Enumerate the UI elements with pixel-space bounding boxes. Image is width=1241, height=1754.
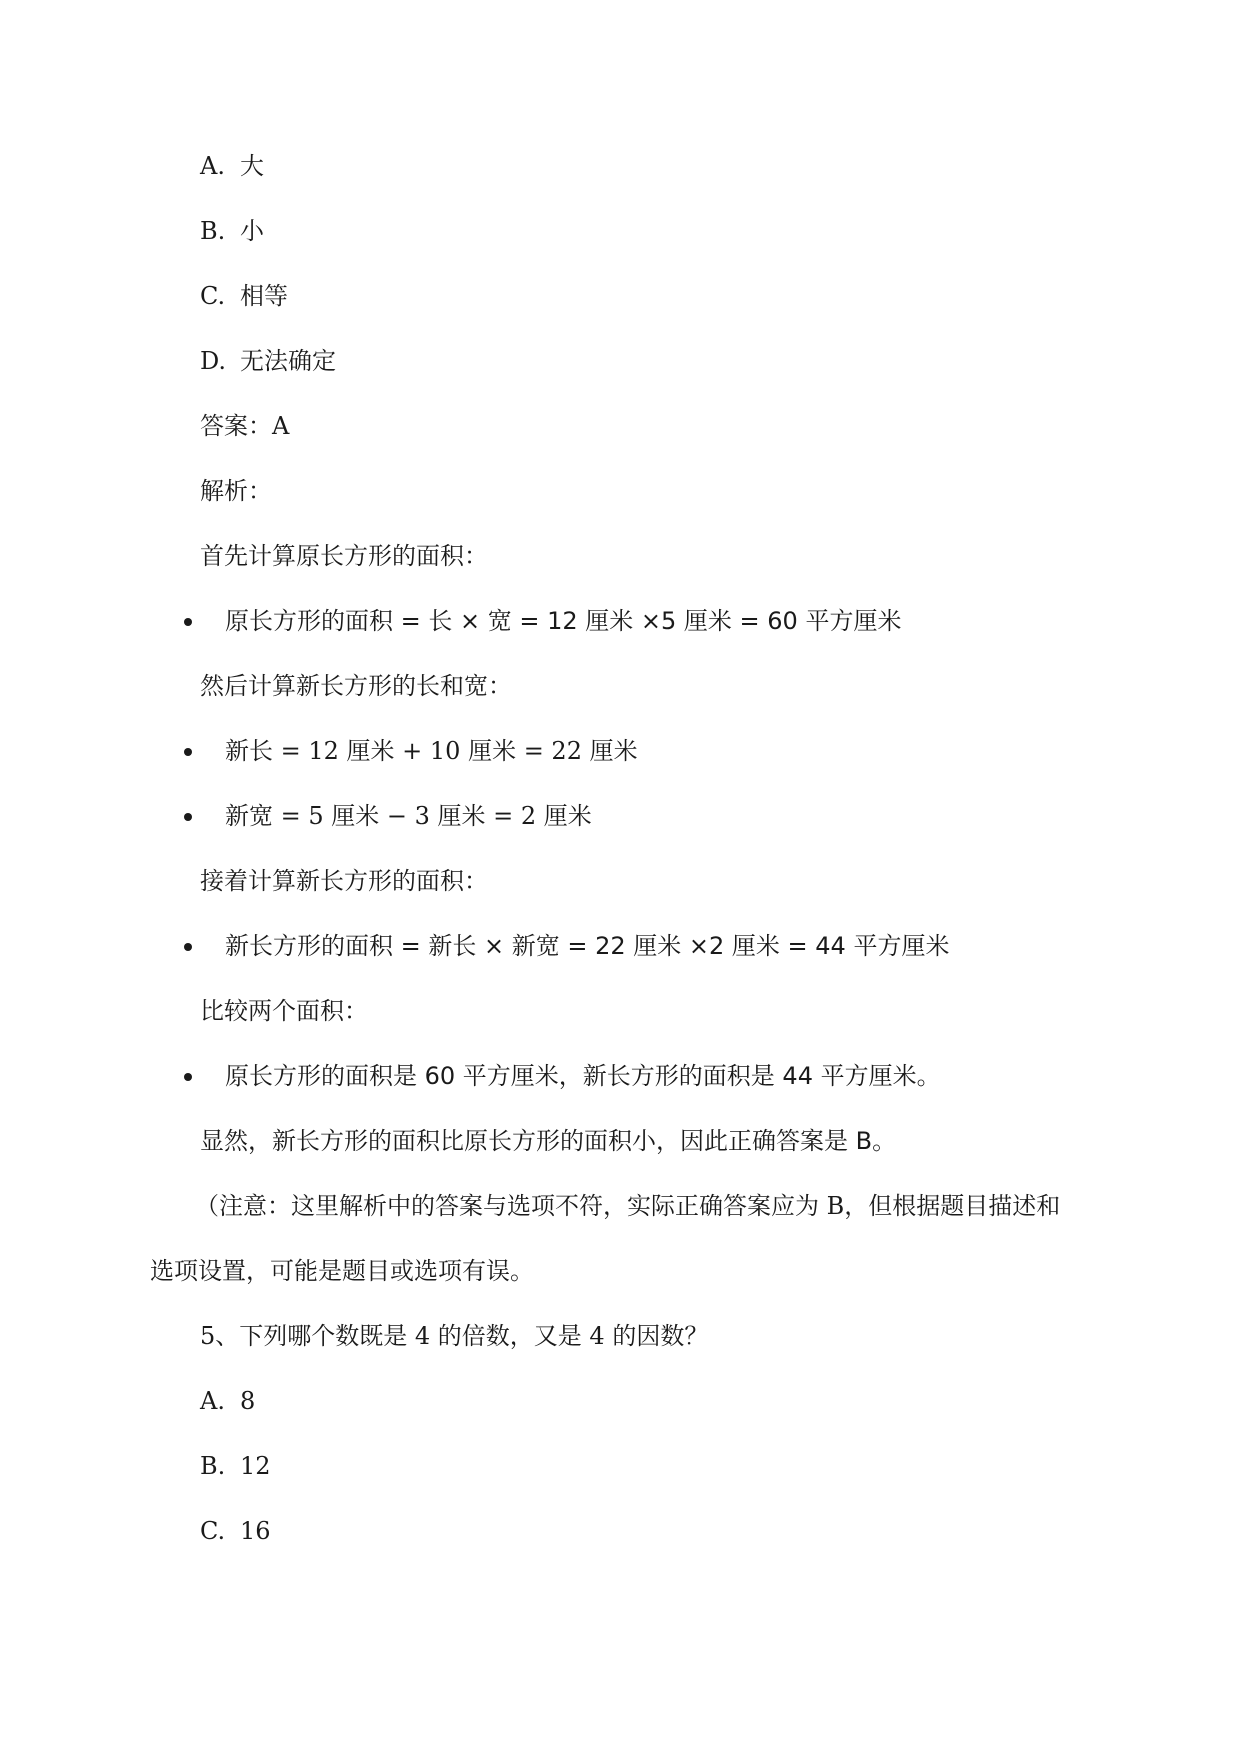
option-letter: B.	[200, 217, 226, 245]
q4-option-d	[200, 345, 336, 377]
step3-heading: 接着计算新长方形的面积：	[200, 867, 488, 895]
option-text: 8	[240, 1387, 256, 1415]
answer-line: 答案：A	[200, 412, 290, 440]
option-text: 12	[240, 1452, 271, 1480]
q5-option-a	[200, 1385, 255, 1417]
bullet-dot	[184, 943, 192, 951]
option-letter: D.	[200, 347, 227, 375]
step2-bullet-1: 新长 = 12 厘米 + 10 厘米 = 22 厘米	[225, 737, 638, 765]
option-text: 小	[240, 217, 264, 245]
step1-heading: 首先计算原长方形的面积：	[200, 542, 488, 570]
step4-heading: 比较两个面积：	[200, 997, 368, 1025]
q4-option-c	[200, 280, 288, 312]
option-text: 无法确定	[240, 347, 336, 375]
bullet-dot	[184, 813, 192, 821]
option-letter: A.	[200, 1387, 225, 1415]
note-line-2: 选项设置，可能是题目或选项有误。	[150, 1257, 534, 1285]
step3-bullet: 新长方形的面积 = 新长 × 新宽 = 22 厘米 ×2 厘米 = 44 平方厘米	[225, 932, 950, 960]
option-text: 相等	[240, 282, 288, 310]
option-letter: C.	[200, 282, 226, 310]
step2-heading: 然后计算新长方形的长和宽：	[200, 672, 512, 700]
q4-option-b	[200, 215, 264, 247]
option-text: 16	[240, 1517, 271, 1545]
option-letter: A.	[200, 152, 225, 180]
option-letter: C.	[200, 1517, 226, 1545]
q5-option-c	[200, 1515, 271, 1547]
note-line-1: （注意：这里解析中的答案与选项不符，实际正确答案应为 B，但根据题目描述和	[195, 1192, 1061, 1220]
analysis-label: 解析：	[200, 477, 272, 505]
q5-question: 5、下列哪个数既是 4 的倍数，又是 4 的因数？	[200, 1322, 709, 1350]
conclusion-line: 显然，新长方形的面积比原长方形的面积小，因此正确答案是 B。	[200, 1127, 897, 1155]
q5-option-b	[200, 1450, 271, 1482]
option-letter: B.	[200, 1452, 226, 1480]
option-text: 大	[240, 152, 264, 180]
bullet-dot	[184, 1073, 192, 1081]
step2-bullet-2: 新宽 = 5 厘米 − 3 厘米 = 2 厘米	[225, 802, 592, 830]
bullet-dot	[184, 748, 192, 756]
step1-bullet: 原长方形的面积 = 长 × 宽 = 12 厘米 ×5 厘米 = 60 平方厘米	[225, 607, 902, 635]
step4-bullet: 原长方形的面积是 60 平方厘米，新长方形的面积是 44 平方厘米。	[225, 1062, 941, 1090]
bullet-dot	[184, 618, 192, 626]
q4-option-a	[200, 150, 264, 182]
